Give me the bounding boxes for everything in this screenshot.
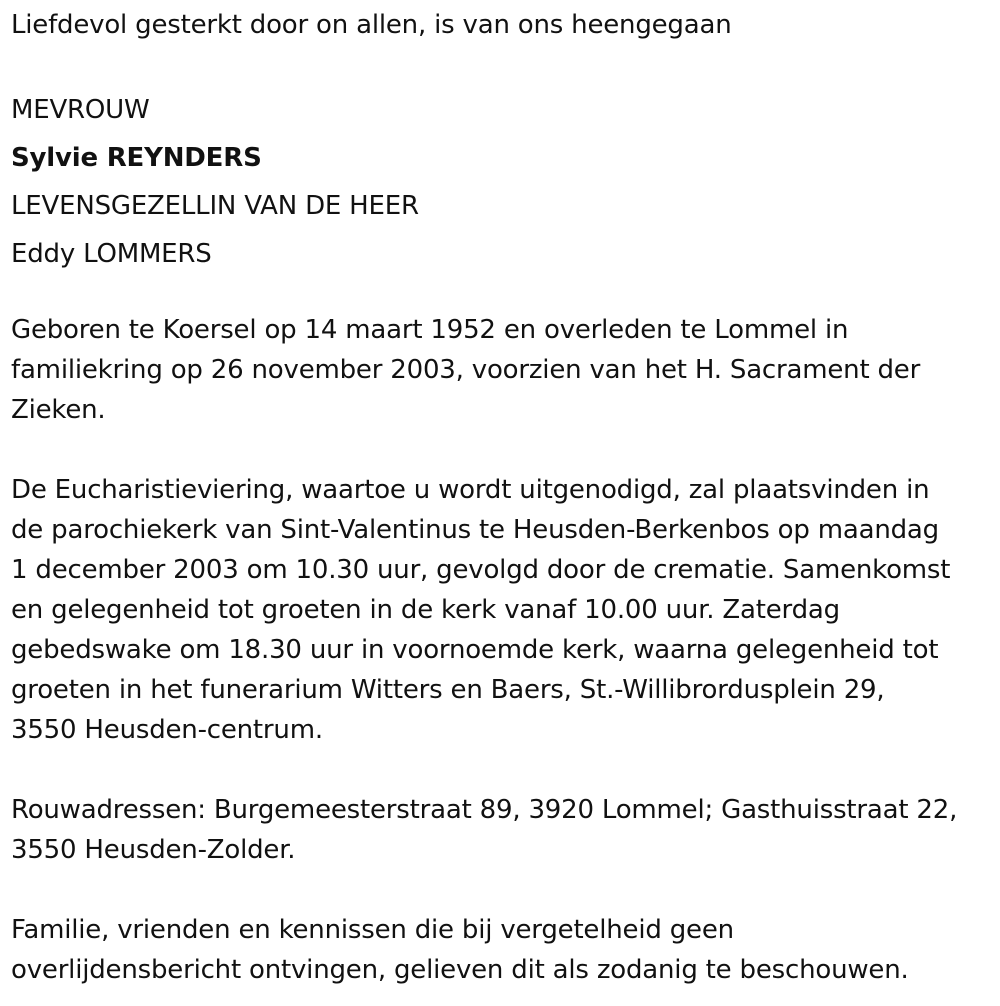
text-line: en gelegenheid tot groeten in de kerk vanaf 10.00 uur. Zaterdag	[11, 595, 840, 625]
text-line: overlijdensbericht ontvingen, gelieven dit als zodanig te beschouwen.	[11, 955, 909, 985]
intro-line: Liefdevol gesterkt door on allen, is van ons heengegaan	[11, 10, 732, 40]
notice-paragraph	[11, 910, 909, 990]
text-line: 3550 Heusden-centrum.	[11, 715, 323, 745]
text-line: De Eucharistieviering, waartoe u wordt uitgenodigd, zal plaatsvinden in	[11, 475, 930, 505]
text-line: gebedswake om 18.30 uur in voornoemde kerk, waarna gelegenheid tot	[11, 635, 939, 665]
text-line: de parochiekerk van Sint-Valentinus te Heusden-Berkenbos op maandag	[11, 515, 939, 545]
text-line: groeten in het funerarium Witters en Baers, St.-Willibrordusplein 29,	[11, 675, 885, 705]
text-line: 1 december 2003 om 10.30 uur, gevolgd door de crematie. Samenkomst	[11, 555, 951, 585]
text-line: Familie, vrienden en kennissen die bij vergetelheid geen	[11, 915, 734, 945]
text-line: Rouwadressen: Burgemeesterstraat 89, 3920 Lommel; Gasthuisstraat 22,	[11, 795, 958, 825]
text-line: Geboren te Koersel op 14 maart 1952 en overleden te Lommel in	[11, 315, 849, 345]
relation-line: LEVENSGEZELLIN VAN DE HEER	[11, 191, 419, 221]
honorific: MEVROUW	[11, 95, 150, 125]
text-line: 3550 Heusden-Zolder.	[11, 835, 296, 865]
partner-name: Eddy LOMMERS	[11, 239, 212, 269]
birth-death-paragraph	[11, 310, 920, 430]
addresses-paragraph	[11, 790, 957, 870]
identity-block	[11, 86, 419, 278]
service-paragraph	[11, 470, 950, 750]
deceased-name: Sylvie REYNDERS	[11, 143, 262, 173]
text-line: Zieken.	[11, 395, 106, 425]
text-line: familiekring op 26 november 2003, voorzien van het H. Sacrament der	[11, 355, 921, 385]
